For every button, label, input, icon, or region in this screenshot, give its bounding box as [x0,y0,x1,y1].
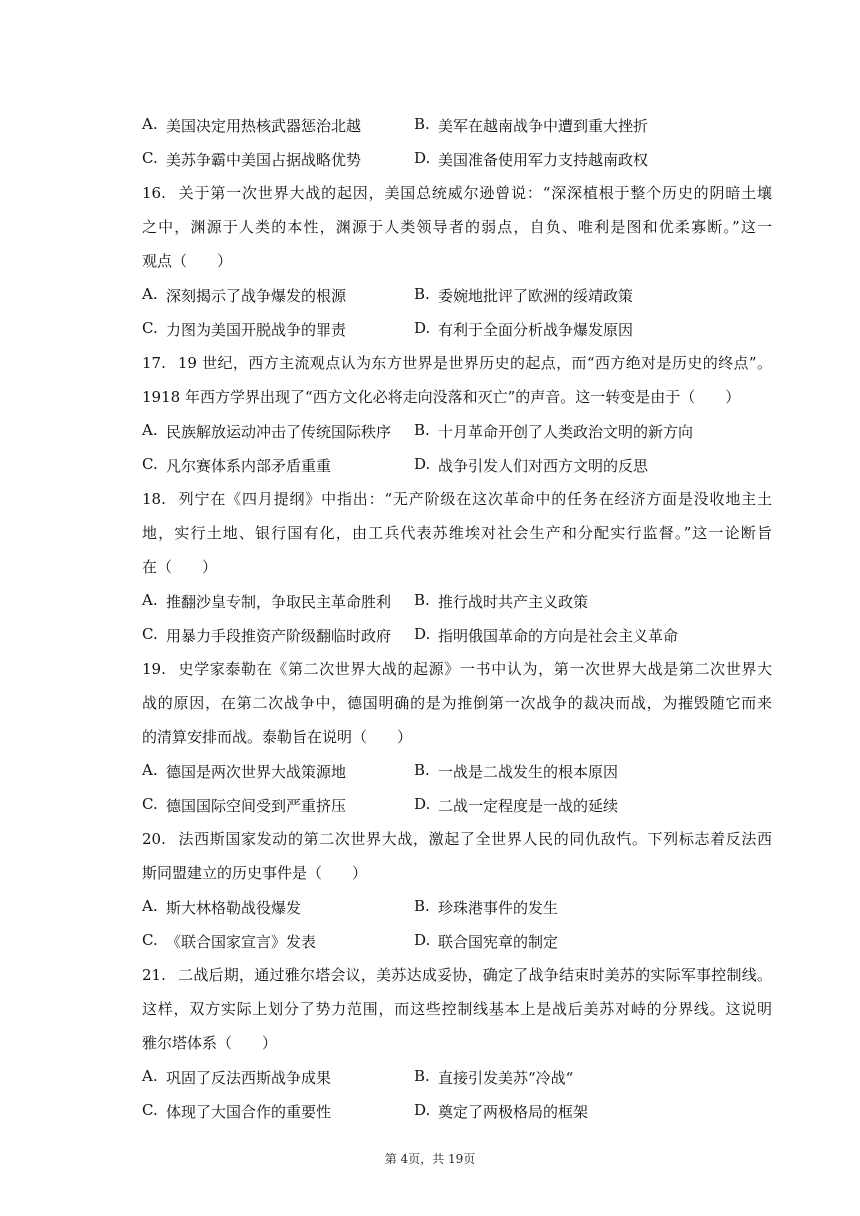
question-stem-text: 法西斯国家发动的第二次世界大战，激起了全世界人民的同仇敌忾。下列标志着反法西 [177,830,772,848]
question-stem-text: 的清算安排而战。泰勒旨在说明（ ） [142,728,413,746]
question-number: 21. [142,966,166,984]
question-stem-line [142,482,772,516]
option[interactable] [142,285,414,306]
option[interactable] [414,795,618,816]
option-letter: D. [414,454,431,473]
option-row [142,278,772,312]
option-text: 一战是二战发生的根本原因 [438,762,619,781]
option-text: 指明俄国革命的方向是社会主义革命 [438,626,679,645]
question-stem-line [142,550,772,584]
question-stem-text: 史学家泰勒在《第二次世界大战的起源》一书中认为，第一次世界大战是第二次世界大 [177,660,772,678]
option-text: 二战一定程度是一战的延续 [438,796,619,815]
question-stem-text: 观点（ ） [142,252,233,270]
option[interactable] [142,931,414,952]
option[interactable] [414,285,633,306]
option-text: 民族解放运动冲击了传统国际秩序 [166,422,392,441]
option-text: 推翻沙皇专制，争取民主革命胜利 [166,592,392,611]
option-text: 力图为美国开脱战争的罪责 [166,320,347,339]
option-text: 推行战时共产主义政策 [438,592,589,611]
option[interactable] [142,1067,414,1088]
option[interactable] [414,591,588,612]
question-number: 20. [142,830,166,848]
option-text: 德国是两次世界大战策源地 [166,762,347,781]
question-list [142,108,772,1128]
question-stem-text: 战的原因，在第二次战争中，德国明确的是为推倒第一次战争的裁决而战，为摧毁随它而来 [142,694,772,712]
option[interactable] [142,421,414,442]
option-text: 巩固了反法西斯战争成果 [166,1068,332,1087]
option-letter: A. [142,896,158,915]
option-text: 珍珠港事件的发生 [438,898,559,917]
option[interactable] [142,455,414,476]
option-letter: D. [414,318,431,337]
option-letter: B. [414,1066,430,1085]
option-letter: A. [142,760,158,779]
option-letter: B. [414,896,430,915]
option-letter: D. [414,148,431,167]
question-stem-line [142,686,772,720]
option-text: 深刻揭示了战争爆发的根源 [166,286,347,305]
question-stem-text: 地，实行土地、银行国有化，由工兵代表苏维埃对社会生产和分配实行监督。”这一论断旨 [142,524,772,542]
question-stem-line [142,346,772,380]
question-number: 16. [142,184,166,202]
option[interactable] [142,591,414,612]
option-text: 直接引发美苏“冷战“ [438,1068,574,1087]
option[interactable] [414,931,558,952]
question-stem-text: 雅尔塔体系（ ） [142,1034,278,1052]
option-text: 有利于全面分析战争爆发原因 [438,320,634,339]
option-letter: D. [414,624,431,643]
option-row [142,1060,772,1094]
option-letter: A. [142,590,158,609]
question-number: 19. [142,660,166,678]
option-letter: C. [142,794,158,813]
question-stem-line [142,244,772,278]
option-row [142,924,772,958]
option-text: 美国决定用热核武器惩治北越 [166,116,362,135]
option[interactable] [142,625,414,646]
question-stem-text: 在（ ） [142,558,218,576]
question-block [142,176,772,346]
question-stem-text: 这样，双方实际上划分了势力范围，而这些控制线基本上是战后美苏对峙的分界线。这说明 [142,1000,772,1018]
option-text: 联合国宪章的制定 [438,932,559,951]
option[interactable] [142,761,414,782]
option[interactable] [414,149,648,170]
option-row [142,754,772,788]
question-block [142,822,772,958]
option-text: 用暴力手段推资产阶级翻临时政府 [166,626,392,645]
option[interactable] [142,795,414,816]
question-stem-line [142,992,772,1026]
option[interactable] [414,115,648,136]
option[interactable] [414,761,618,782]
question-stem-line [142,516,772,550]
option-row [142,890,772,924]
question-number: 17. [142,354,166,372]
option[interactable] [142,1101,414,1122]
option-row [142,312,772,346]
option-letter: D. [414,794,431,813]
option-row [142,1094,772,1128]
question-number: 18. [142,490,166,508]
page-footer: 第 4页，共 19页 [384,1152,476,1166]
question-block [142,652,772,822]
option-text: 体现了大国合作的重要性 [166,1102,332,1121]
option-text: 委婉地批评了欧洲的绥靖政策 [438,286,634,305]
question-stem-line [142,856,772,890]
option-text: 美苏争霸中美国占据战略优势 [166,150,362,169]
option-letter: B. [414,284,430,303]
option-letter: C. [142,624,158,643]
option[interactable] [414,897,558,918]
option-letter: A. [142,420,158,439]
option-letter: B. [414,590,430,609]
option[interactable] [414,319,633,340]
option-letter: A. [142,1066,158,1085]
option[interactable] [414,1101,588,1122]
option[interactable] [414,625,678,646]
option-row [142,142,772,176]
option-letter: A. [142,114,158,133]
option-text: 奠定了两极格局的框架 [438,1102,589,1121]
option-text: 美国准备使用军力支持越南政权 [438,150,649,169]
option-letter: C. [142,148,158,167]
option-text: 凡尔赛体系内部矛盾重重 [166,456,332,475]
question-stem-text: 1918 年西方学界出现了“西方文化必将走向没落和灭亡”的声音。这一转变是由于（ ） [142,388,741,406]
option-letter: D. [414,1100,431,1119]
option[interactable] [414,421,693,442]
option-row [142,414,772,448]
option-text: 战争引发人们对西方文明的反思 [438,456,649,475]
option[interactable] [142,149,414,170]
option-letter: A. [142,284,158,303]
option-row [142,448,772,482]
question-stem-line [142,652,772,686]
question-stem-line [142,958,772,992]
option-letter: C. [142,1100,158,1119]
option-row [142,108,772,142]
option-row [142,584,772,618]
option-letter: D. [414,930,431,949]
option-letter: B. [414,114,430,133]
option[interactable] [414,455,648,476]
option-letter: C. [142,930,158,949]
question-stem-line [142,176,772,210]
question-stem-text: 关于第一次世界大战的起因，美国总统威尔逊曾说：“深深植根于整个历史的阴暗土壤 [177,184,772,202]
question-stem-text: 斯同盟建立的历史事件是（ ） [142,864,368,882]
option-letter: B. [414,760,430,779]
option-text: 斯大林格勒战役爆发 [166,898,302,917]
option[interactable] [142,115,414,136]
option-letter: B. [414,420,430,439]
question-block [142,958,772,1128]
option-text: 十月革命开创了人类政治文明的新方向 [438,422,694,441]
option-text: 《联合国家宣言》发表 [166,932,317,951]
question-stem-line [142,210,772,244]
question-stem-text: 之中，渊源于人类的本性，渊源于人类领导者的弱点，自负、唯利是图和优柔寡断。”这一 [142,218,772,236]
question-block [142,482,772,652]
question-stem-text: 19 世纪，西方主流观点认为东方世界是世界历史的起点，而“西方绝对是历史的终点”。 [177,354,772,372]
question-stem-line [142,380,772,414]
question-stem-text: 列宁在《四月提纲》中指出：“无产阶级在这次革命中的任务在经济方面是没收地主土 [177,490,772,508]
question-stem-text: 二战后期，通过雅尔塔会议，美苏达成妥协，确定了战争结束时美苏的实际军事控制线。 [177,966,772,984]
option[interactable] [142,319,414,340]
option-row [142,618,772,652]
option-letter: C. [142,318,158,337]
question-stem-line [142,822,772,856]
option[interactable] [142,897,414,918]
question-block [142,346,772,482]
option-letter: C. [142,454,158,473]
question-stem-line [142,1026,772,1060]
option-text: 美军在越南战争中遭到重大挫折 [438,116,649,135]
option[interactable] [414,1067,573,1088]
option-text: 德国国际空间受到严重挤压 [166,796,347,815]
question-stem-line [142,720,772,754]
option-row [142,788,772,822]
